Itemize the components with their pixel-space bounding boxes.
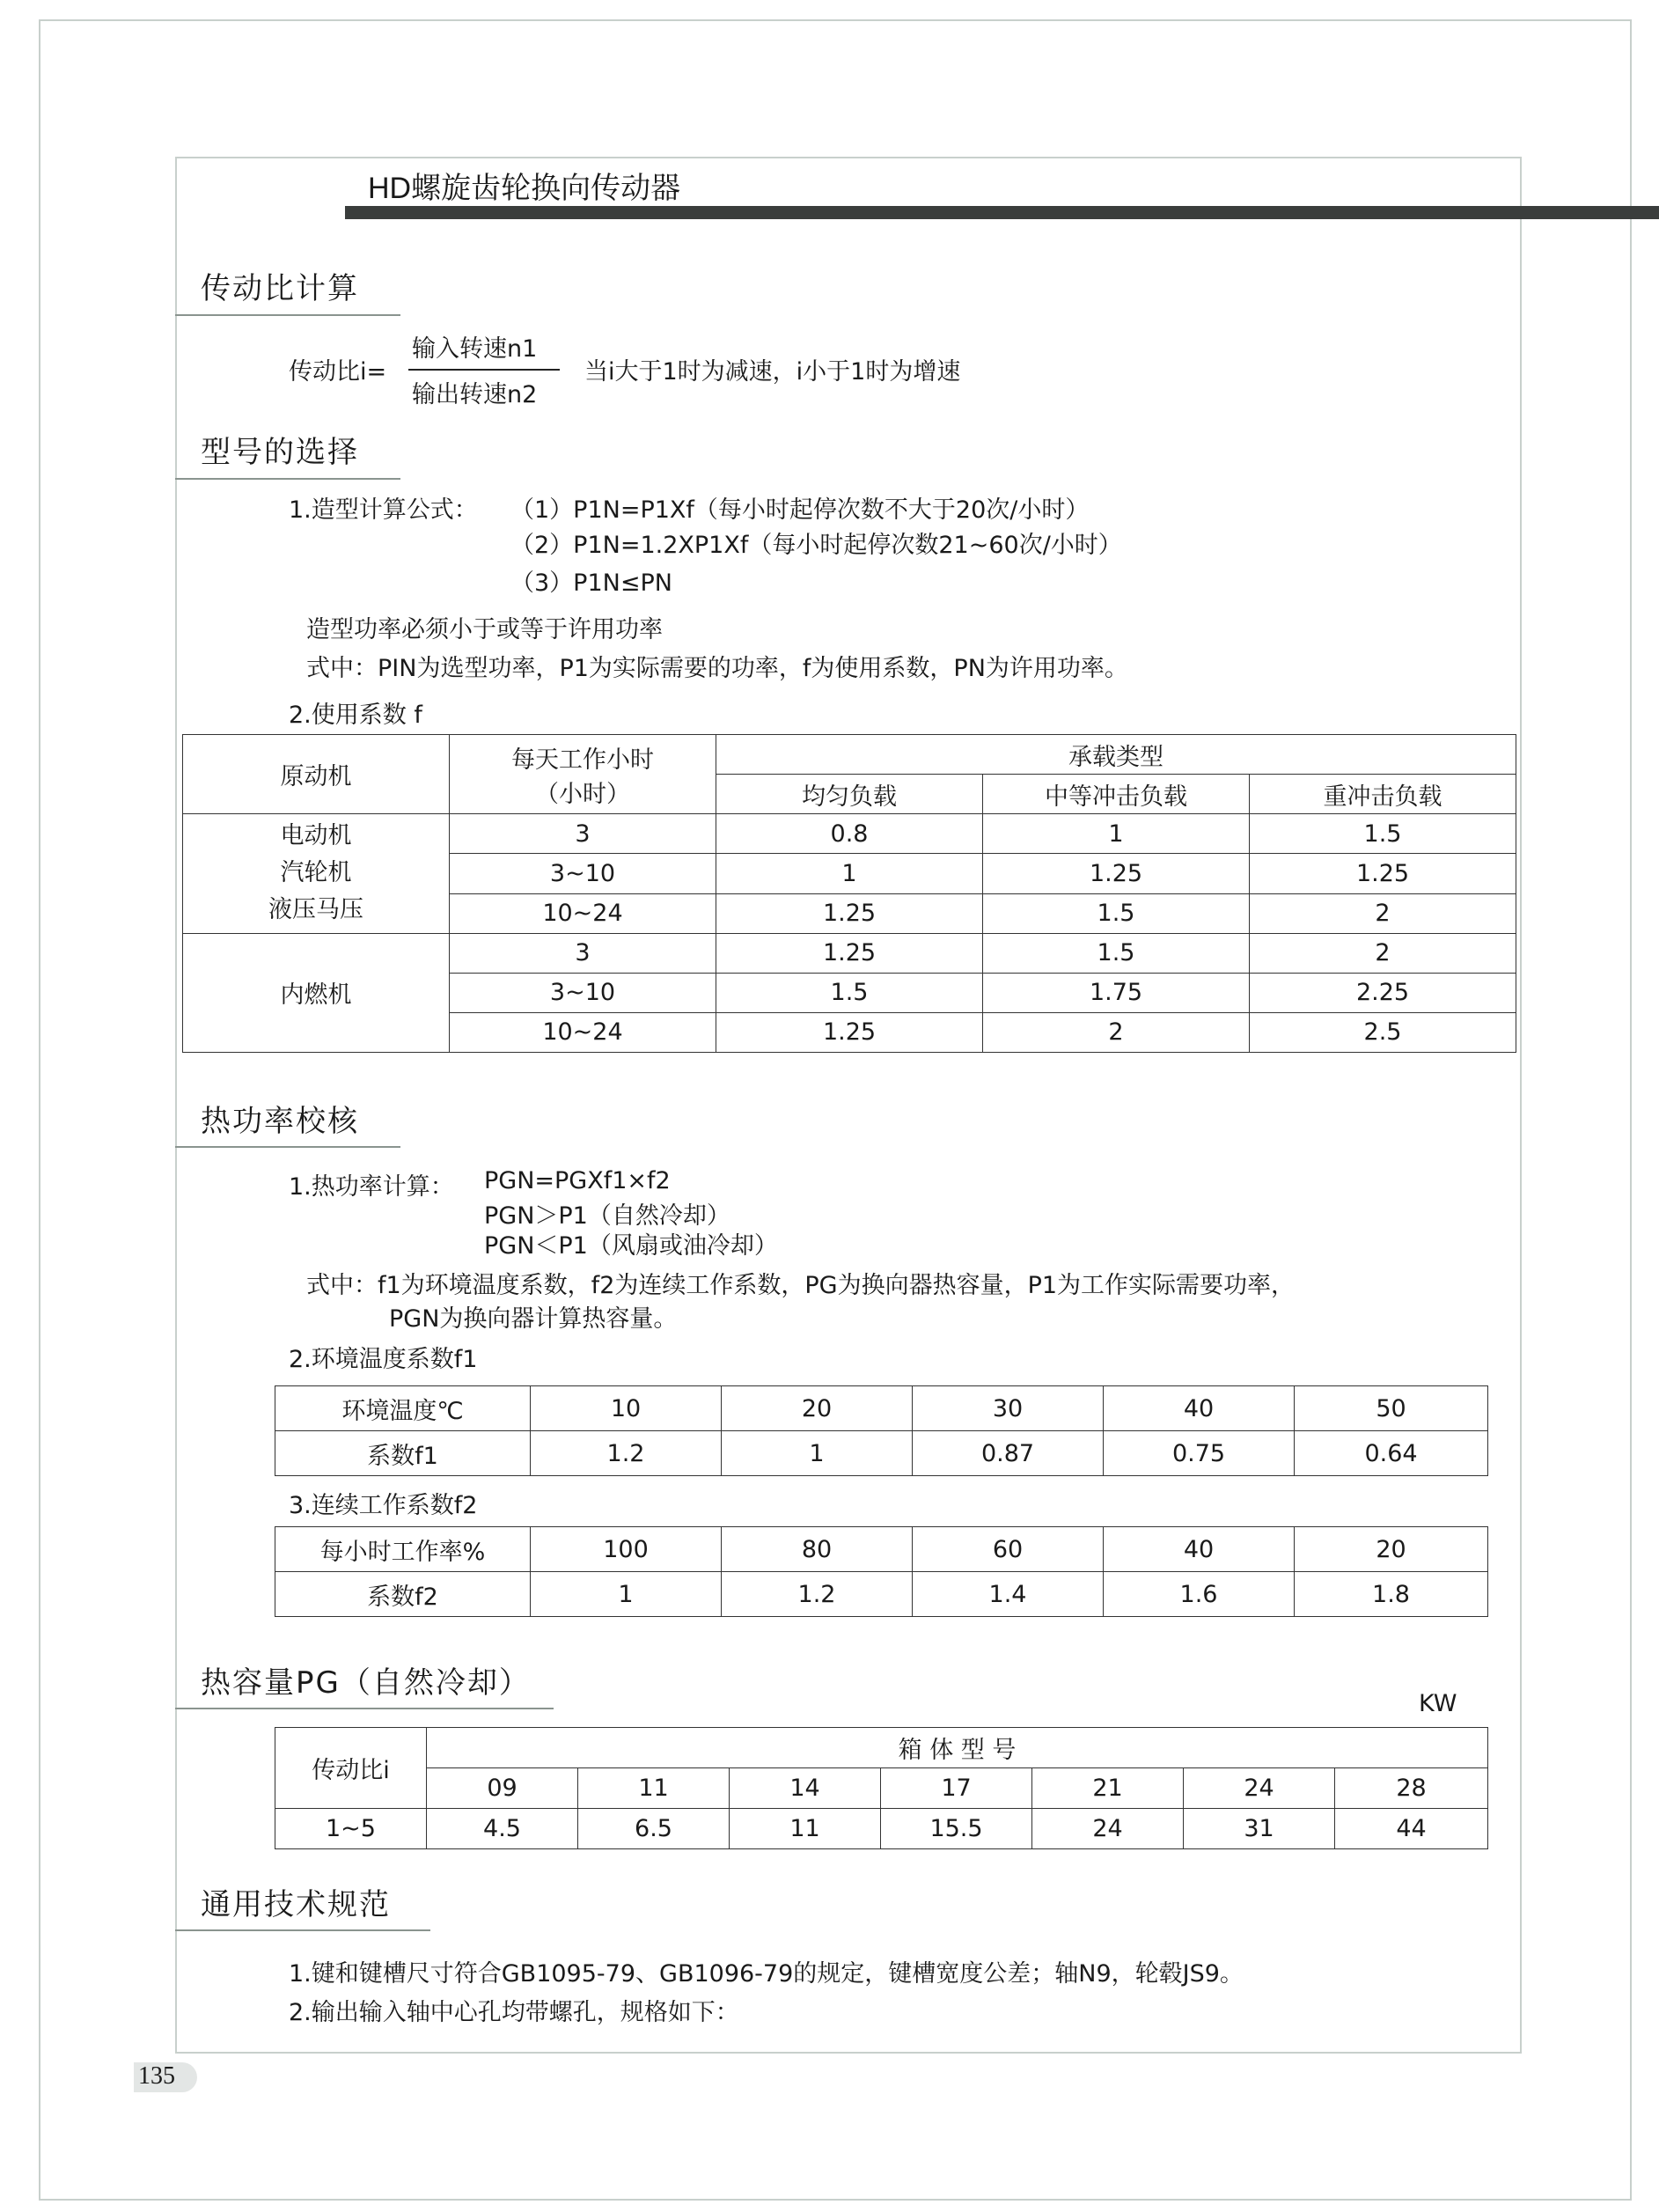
table-cell: 0.64	[1295, 1431, 1488, 1476]
table-cell: 1.6	[1104, 1572, 1295, 1617]
table-cell: 10	[531, 1386, 722, 1431]
table-cell: 09	[427, 1768, 578, 1809]
table-cell: 20	[722, 1386, 913, 1431]
table-cell: 2	[1250, 933, 1516, 973]
table-row	[275, 1386, 1488, 1431]
header-load-type: 承载类型	[716, 735, 1516, 775]
selection-note-2: 式中：PIN为选型功率，P1为实际需要的功率，f为使用系数，PN为许用功率。	[306, 655, 1128, 682]
table-cell: 2.5	[1250, 1012, 1516, 1052]
prime-mover-electric: 电动机	[280, 822, 352, 850]
table-cell: 28	[1335, 1768, 1488, 1809]
table-cell: 1	[716, 854, 983, 893]
thermal-calc-1: PGN=PGXf1×f2	[484, 1167, 671, 1194]
table-cell: 1.5	[1250, 814, 1516, 854]
header-bar	[345, 206, 1659, 219]
header-uniform: 均匀负载	[716, 775, 983, 814]
table-cell: 60	[913, 1527, 1104, 1572]
selection-note-1: 造型功率必须小于或等于许用功率	[306, 616, 663, 643]
table-cell: 1.25	[716, 893, 983, 933]
table-cell: 24	[1032, 1809, 1184, 1849]
page-header-title: HD螺旋齿轮换向传动器	[368, 172, 681, 205]
header-medium: 中等冲击负载	[983, 775, 1250, 814]
table-row	[275, 1809, 1488, 1849]
prime-mover-hydraulic: 液压马压	[268, 896, 363, 924]
table-cell: 40	[1104, 1527, 1295, 1572]
table-cell: 0.75	[1104, 1431, 1295, 1476]
table-cell: 1.25	[716, 933, 983, 973]
table-cell: 44	[1335, 1809, 1488, 1849]
table-row	[275, 1527, 1488, 1572]
header-prime-mover: 原动机	[183, 735, 450, 814]
thermal-note-1: 式中：f1为环境温度系数，f2为连续工作系数，PG为换向器热容量，P1为工作实际需要功率，	[306, 1272, 1296, 1299]
table-cell: 2	[983, 1012, 1250, 1052]
thermal-calc-label: 1.热功率计算：	[289, 1173, 454, 1201]
formula-2: （2）P1N=1.2XP1Xf（每小时起停次数21~60次/小时）	[510, 532, 1122, 559]
ratio-numerator: 输入转速n1	[412, 335, 538, 363]
service-factor-label: 2.使用系数 f	[289, 702, 422, 729]
table-cell: 11	[578, 1768, 730, 1809]
f2-row1-head: 每小时工作率%	[275, 1527, 531, 1572]
table-cell: 1.25	[716, 1012, 983, 1052]
table-cell: 21	[1032, 1768, 1184, 1809]
section-title-specs: 通用技术规范	[201, 1887, 391, 1922]
table-cell: 0.8	[716, 814, 983, 854]
table-cell: 50	[1295, 1386, 1488, 1431]
table-cell: 20	[1295, 1527, 1488, 1572]
table-cell: 3	[450, 814, 716, 854]
table-cell: 1.5	[983, 933, 1250, 973]
table-cell: 1	[531, 1572, 722, 1617]
fraction-line	[408, 369, 560, 371]
section-title-thermal: 热功率校核	[201, 1104, 359, 1139]
section-underline	[175, 314, 400, 316]
table-cell: 80	[722, 1527, 913, 1572]
table-cell: 3~10	[450, 854, 716, 893]
f2-row2-head: 系数f2	[275, 1572, 531, 1617]
f1-row1-head: 环境温度℃	[275, 1386, 531, 1431]
prime-mover-combustion: 内燃机	[183, 933, 450, 1052]
table-cell: 1.5	[983, 893, 1250, 933]
table-row	[275, 1572, 1488, 1617]
table-cell: 1	[983, 814, 1250, 854]
thermal-calc-2: PGN＞P1（自然冷却）	[484, 1202, 730, 1230]
table-cell: 2	[1250, 893, 1516, 933]
table-cell: 10~24	[450, 893, 716, 933]
table-cell: 11	[730, 1809, 881, 1849]
header-hours-line1: 每天工作小时	[511, 746, 654, 774]
table-row	[275, 1431, 1488, 1476]
table-cell: 1.5	[716, 973, 983, 1012]
table-cell: 17	[881, 1768, 1032, 1809]
unit-label: KW	[1419, 1690, 1457, 1717]
section-underline	[175, 478, 400, 480]
service-factor-table	[182, 734, 1516, 1053]
table-cell: 1.25	[1250, 854, 1516, 893]
section-underline	[175, 1708, 554, 1709]
formula-1: （1）P1N=P1Xf（每小时起停次数不大于20次/小时）	[510, 496, 1090, 524]
table-cell: 1.4	[913, 1572, 1104, 1617]
table-cell: 10~24	[450, 1012, 716, 1052]
table-cell: 30	[913, 1386, 1104, 1431]
table-cell: 1.2	[531, 1431, 722, 1476]
temperature-factor-table	[275, 1385, 1488, 1476]
page-number: 135	[138, 2062, 175, 2090]
table-cell: 14	[730, 1768, 881, 1809]
table-cell: 1.75	[983, 973, 1250, 1012]
formula-label: 1.造型计算公式：	[289, 496, 478, 524]
header-hours	[450, 735, 716, 814]
ratio-denominator: 输出转速n2	[412, 381, 538, 408]
header-box-model: 箱 体 型 号	[427, 1728, 1488, 1768]
table-cell: 0.87	[913, 1431, 1104, 1476]
table-cell: 1.2	[722, 1572, 913, 1617]
table-cell: 3~10	[450, 973, 716, 1012]
table-cell: 1	[722, 1431, 913, 1476]
table-cell: 3	[450, 933, 716, 973]
table-cell: 2.25	[1250, 973, 1516, 1012]
spec-line-1: 1.键和键槽尺寸符合GB1095-79、GB1096-79的规定，键槽宽度公差；轴N9，轮毂JS9。	[289, 1960, 1244, 1988]
table-cell: 6.5	[578, 1809, 730, 1849]
formula-3: （3）P1N≤PN	[510, 570, 672, 597]
spec-line-2: 2.输出输入轴中心孔均带螺孔，规格如下：	[289, 1999, 739, 2026]
duty-factor-table	[275, 1526, 1488, 1617]
header-heavy: 重冲击负载	[1250, 775, 1516, 814]
table-cell: 40	[1104, 1386, 1295, 1431]
table-cell: 1~5	[275, 1809, 427, 1849]
table-cell: 4.5	[427, 1809, 578, 1849]
thermal-calc-3: PGN＜P1（风扇或油冷却）	[484, 1232, 778, 1260]
header-hours-line2: （小时）	[535, 780, 630, 808]
f1-label: 2.环境温度系数f1	[289, 1346, 478, 1373]
f2-label: 3.连续工作系数f2	[289, 1492, 478, 1519]
table-cell: 1.8	[1295, 1572, 1488, 1617]
prime-mover-group-1	[183, 814, 450, 933]
table-row	[183, 814, 1516, 854]
section-title-heat-capacity: 热容量PG（自然冷却）	[201, 1665, 531, 1701]
table-cell: 15.5	[881, 1809, 1032, 1849]
heat-capacity-table	[275, 1727, 1488, 1849]
table-row	[183, 933, 1516, 973]
section-underline	[175, 1146, 400, 1148]
section-underline	[175, 1929, 430, 1931]
section-title-ratio: 传动比计算	[201, 271, 359, 306]
ratio-note: 当i大于1时为减速，i小于1时为增速	[584, 358, 961, 386]
ratio-label: 传动比i=	[289, 358, 387, 386]
table-cell: 31	[1184, 1809, 1335, 1849]
prime-mover-turbine: 汽轮机	[280, 859, 352, 887]
table-row	[275, 1768, 1488, 1809]
section-title-selection: 型号的选择	[201, 435, 359, 470]
f1-row2-head: 系数f1	[275, 1431, 531, 1476]
thermal-note-2: PGN为换向器计算热容量。	[389, 1305, 678, 1333]
table-cell: 24	[1184, 1768, 1335, 1809]
header-ratio: 传动比i	[275, 1728, 427, 1809]
table-cell: 1.25	[983, 854, 1250, 893]
table-cell: 100	[531, 1527, 722, 1572]
